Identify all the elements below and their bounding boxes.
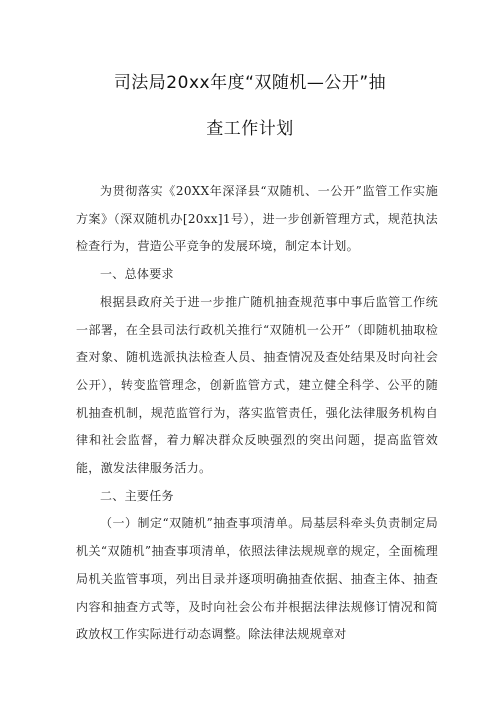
- section-2-item-1-paragraph: （一）制定“双随机”抽查事项清单。局基层科牵头负责制定局机关“双随机”抽查事项清单，依照法律法规规章的规定，全面梳理局机关监管事项，列出目录并逐项明确抽查依据、抽查主体、抽查内容和抽查方式等，及时向社会公布并根据法律法规修订情况和简政放权工作实际进行动态调整。除法律法规规章对: [76, 516, 438, 642]
- document-body: [76, 178, 438, 649]
- document-title-line-1: 司法局20xx年度“双随机—公开”抽: [113, 73, 387, 93]
- intro-paragraph: 为贯彻落实《20XX年深泽县“双随机、一公开”监管工作实施方案》（深双随机办[20xx]1号），进一步创新管理方式，规范执法检查行为，营造公平竞争的发展环境，制定本计划。: [76, 184, 438, 254]
- document-title-line-2: 查工作计划: [206, 119, 294, 139]
- section-1-heading: 一、总体要求: [100, 267, 174, 282]
- section-1-paragraph: 根据县政府关于进一步推广随机抽查规范事中事后监管工作统一部署，在全县司法行政机关推行“双随机一公开”（即随机抽取检查对象、随机选派执法检查人员、抽查情况及查处结果及时向社会公开），转变监管理念，创新监管方式，建立健全科学、公平的随机抽查机制，规范监管行为，落实监管责任，强化法律服务机构自律和社会监督，着力解决群众反映强烈的突出问题，提高监管效能，激发法律服务活力。: [76, 294, 438, 476]
- section-2-heading: 二、主要任务: [100, 488, 174, 503]
